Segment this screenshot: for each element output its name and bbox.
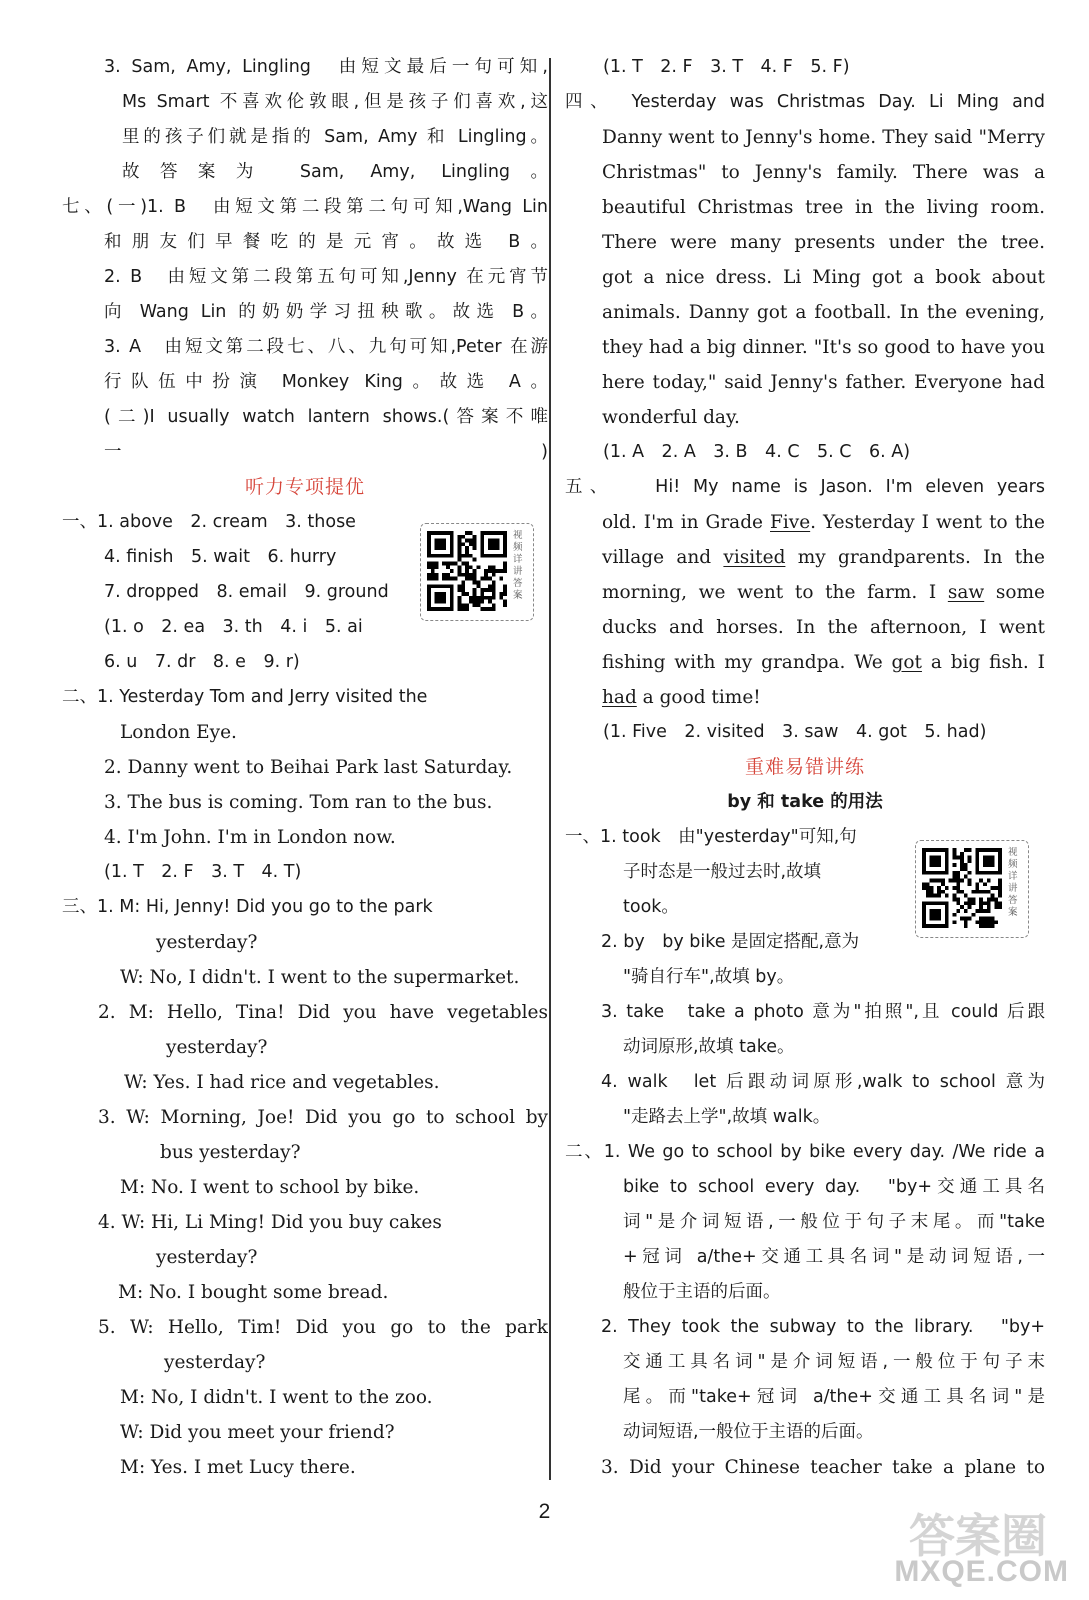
text-line: 7. dropped 8. email 9. ground — [104, 582, 389, 602]
text-line: 一、1. above 2. cream 3. those — [62, 512, 356, 532]
text-line: 2. They took the subway to the library. "by+ — [601, 1317, 1045, 1337]
text-line: 般位于主语的后面。 — [623, 1282, 781, 1302]
text-line: got a nice dress. Li Ming got a book about — [602, 267, 1045, 288]
text-line: took。 — [623, 897, 679, 917]
watermark-site-text: MXQE.COM — [894, 1555, 1069, 1588]
text-line: village and visited my grandparents. In the — [602, 547, 1045, 568]
text-line: 4. I'm John. I'm in London now. — [104, 827, 396, 848]
text-line: bus yesterday? — [160, 1142, 301, 1163]
text-line: 一、1. took 由"yesterday"可知,句 — [565, 827, 857, 847]
text-line: 4. finish 5. wait 6. hurry — [104, 547, 337, 567]
text-line: 里的孩子们就是指的 Sam, Amy 和 Lingling。 — [122, 127, 548, 147]
text-line: (1. A 2. A 3. B 4. C 5. C 6. A) — [603, 442, 911, 462]
text-line: 2. B 由短文第二段第五句可知,Jenny 在元宵节 — [104, 267, 548, 287]
text-line: fishing with my grandpa. We got a big fish. I — [602, 652, 1045, 673]
text-line: W: Yes. I had rice and vegetables. — [124, 1072, 440, 1093]
section-heading: 重难易错讲练 — [744, 756, 865, 778]
text-line: Danny went to Jenny's home. They said "Merry — [602, 127, 1045, 148]
text-line: M: Yes. I met Lucy there. — [120, 1457, 356, 1478]
underlined-answer: Five — [770, 512, 811, 533]
text-line: M: No. I bought some bread. — [118, 1282, 389, 1303]
text-line: 五、 Hi! My name is Jason. I'm eleven years — [565, 477, 1045, 497]
page-number: 2 — [538, 1500, 551, 1523]
text-line: here today," said Jenny's father. Everyone had — [602, 372, 1045, 393]
text-line: 4. walk let 后跟动词原形,walk to school 意为 — [601, 1072, 1045, 1092]
text-line: 七、(一)1. B 由短文第二段第二句可知,Wang Lin — [62, 197, 548, 217]
section-heading: 听力专项提优 — [244, 476, 365, 498]
column-divider — [549, 58, 551, 1480]
text-line: bike to school every day. "by+交通工具名 — [623, 1177, 1045, 1197]
text-line: 四、 Yesterday was Christmas Day. Li Ming and — [565, 92, 1045, 112]
text-line: "走路去上学",故填 walk。 — [623, 1107, 831, 1127]
qr-caption: 视频详讲答案 — [513, 530, 523, 601]
text-line: 2. Danny went to Beihai Park last Saturday. — [104, 757, 513, 778]
text-line: morning, we went to the farm. I saw some — [602, 582, 1045, 603]
text-line: animals. Danny got a football. In the evening, — [602, 302, 1045, 323]
watermark-logo-text: 答案圈 — [909, 1509, 1047, 1563]
text-line: beautiful Christmas tree in the living room. — [602, 197, 1045, 218]
text-line: M: No. I went to school by bike. — [120, 1177, 420, 1198]
text-line: W: Did you meet your friend? — [120, 1422, 395, 1443]
text-line: 三、1. M: Hi, Jenny! Did you go to the park — [62, 897, 433, 917]
text-line: (二)I usually watch lantern shows.(答案不唯 — [104, 407, 548, 427]
text-line: 向 Wang Lin 的奶奶学习扭秧歌。故选 B。 — [104, 302, 548, 322]
text-line: 动词短语,一般位于主语的后面。 — [623, 1422, 874, 1442]
text-line: they had a big dinner. "It's so good to have you — [602, 337, 1045, 358]
text-line: Christmas" to Jenny's family. There was a — [602, 162, 1045, 183]
text-line: yesterday? — [164, 1352, 266, 1373]
text-line: 6. u 7. dr 8. e 9. r) — [104, 652, 300, 672]
text-line: (1. T 2. F 3. T 4. T) — [104, 862, 302, 882]
text-line: +冠词 a/the+交通工具名词"是动词短语,一 — [623, 1247, 1045, 1267]
text-line: 一) — [104, 442, 548, 462]
text-line: yesterday? — [156, 1247, 258, 1268]
text-line: ducks and horses. In the afternoon, I went — [602, 617, 1045, 638]
text-line: had a good time! — [602, 687, 761, 708]
text-line: M: No, I didn't. I went to the zoo. — [120, 1387, 433, 1408]
qr-caption: 视频详讲答案 — [1008, 847, 1018, 918]
watermark-logo — [873, 1500, 1073, 1595]
text-line: There were many presents under the tree. — [602, 232, 1045, 253]
text-line: 交通工具名词"是介词短语,一般位于句子末 — [623, 1352, 1045, 1372]
text-line: (1. Five 2. visited 3. saw 4. got 5. had) — [603, 722, 987, 742]
text-line: 词"是介词短语,一般位于句子末尾。而"take — [623, 1212, 1045, 1232]
text-line: 3. The bus is coming. Tom ran to the bus. — [104, 792, 493, 813]
text-line: (1. T 2. F 3. T 4. F 5. F) — [603, 57, 850, 77]
text-line: 2. by by bike 是固定搭配,意为 — [601, 932, 860, 952]
qr-code-icon — [427, 531, 507, 611]
text-line: 3. Did your Chinese teacher take a plane to — [601, 1457, 1045, 1478]
text-line: Ms Smart 不喜欢伦敦眼,但是孩子们喜欢,这 — [122, 92, 548, 112]
text-line: 3. Sam, Amy, Lingling 由短文最后一句可知, — [104, 57, 548, 77]
qr-code-listening[interactable] — [420, 523, 534, 621]
text-line: wonderful day. — [602, 407, 740, 428]
text-line: 3. A 由短文第二段七、八、九句可知,Peter 在游 — [104, 337, 548, 357]
text-line: "骑自行车",故填 by。 — [623, 967, 795, 987]
underlined-answer: got — [891, 652, 922, 673]
text-line: 5. W: Hello, Tim! Did you go to the park — [98, 1317, 548, 1338]
text-line: 4. W: Hi, Li Ming! Did you buy cakes — [98, 1212, 442, 1233]
text-line: W: No, I didn't. I went to the supermarket. — [120, 967, 520, 988]
text-line: 二、1. Yesterday Tom and Jerry visited the — [62, 687, 428, 707]
text-line: London Eye. — [120, 722, 237, 743]
text-line: 故答案为 Sam, Amy, Lingling。 — [122, 162, 548, 182]
qr-code-by-take[interactable] — [915, 840, 1029, 938]
text-line: 子时态是一般过去时,故填 — [623, 862, 822, 882]
qr-code-icon — [922, 848, 1002, 928]
text-line: 二、1. We go to school by bike every day. /We ride a — [565, 1142, 1045, 1162]
text-line: (1. o 2. ea 3. th 4. i 5. ai — [104, 617, 363, 637]
text-line: 3. W: Morning, Joe! Did you go to school by — [98, 1107, 548, 1128]
text-line: 动词原形,故填 take。 — [623, 1037, 795, 1057]
text-line: yesterday? — [156, 932, 258, 953]
text-line: 尾。而"take+冠词 a/the+交通工具名词"是 — [623, 1387, 1045, 1407]
text-line: 和朋友们早餐吃的是元宵。故选 B。 — [104, 232, 548, 252]
text-line: 3. take take a photo 意为"拍照",且 could 后跟 — [601, 1002, 1045, 1022]
text-line: 行队伍中扮演 Monkey King。故选 A。 — [104, 372, 548, 392]
text-line: old. I'm in Grade Five. Yesterday I went to the — [602, 512, 1045, 533]
underlined-answer: visited — [723, 547, 786, 568]
text-line: yesterday? — [166, 1037, 268, 1058]
section-subheading: by 和 take 的用法 — [727, 792, 883, 812]
underlined-answer: saw — [947, 582, 985, 603]
text-line: 2. M: Hello, Tina! Did you have vegetables — [98, 1002, 548, 1023]
underlined-answer: had — [602, 687, 637, 708]
